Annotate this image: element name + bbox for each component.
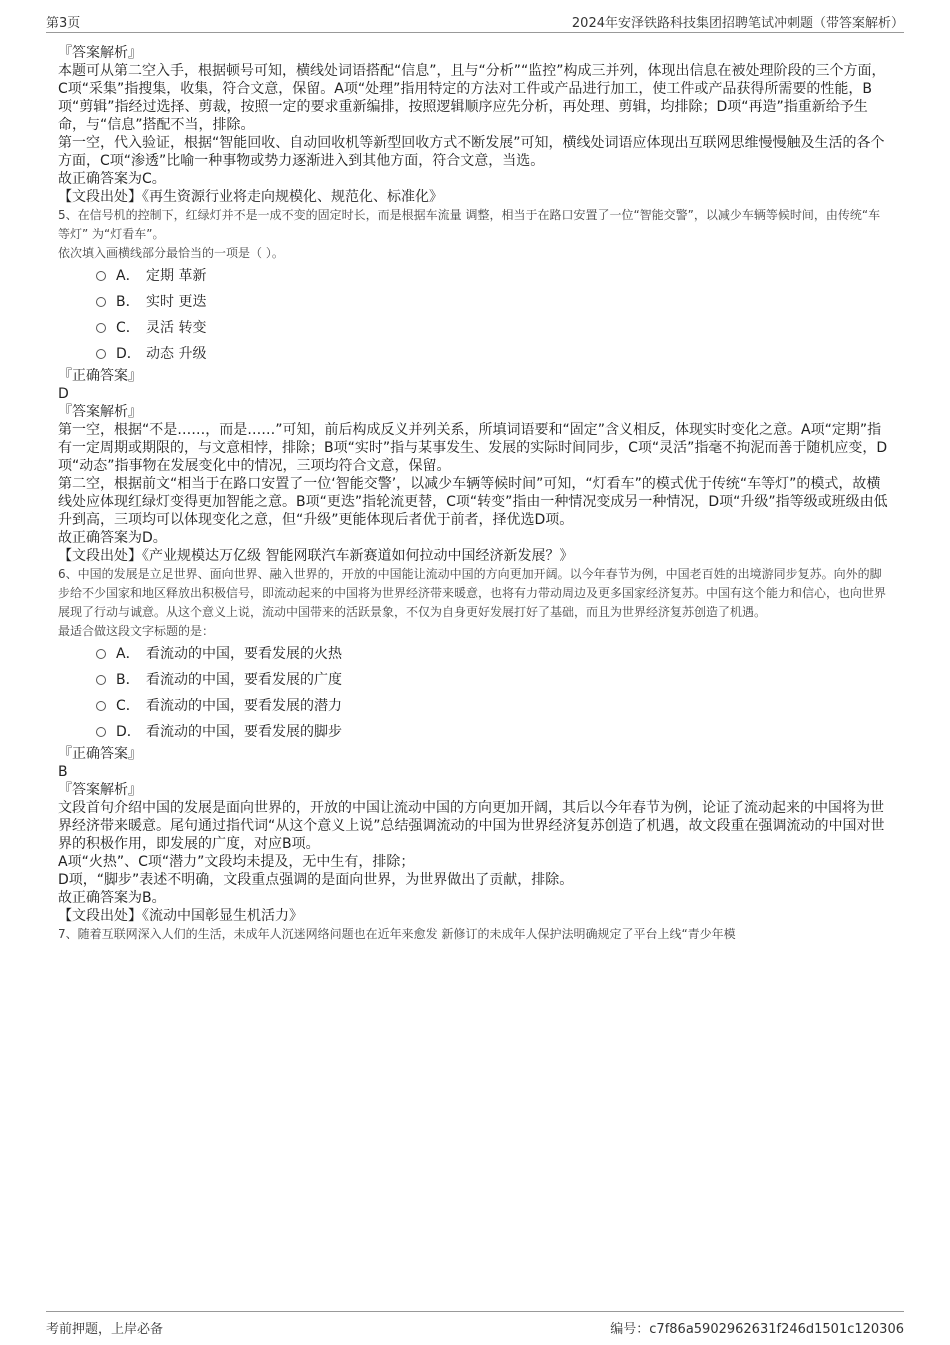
radio-icon[interactable]	[96, 701, 106, 711]
radio-icon[interactable]	[96, 649, 106, 659]
question-6-prompt: 最适合做这段文字标题的是：	[58, 624, 215, 638]
source-citation: 【文段出处】《再生资源行业将走向规模化、规范化、标准化》	[58, 189, 443, 205]
option-b[interactable]: B． 实时 更迭	[96, 289, 888, 315]
analysis-paragraph: 本题可从第二空入手，根据顿号可知，横线处词语搭配“信息”，且与“分析”“监控”构成三并列，体现出信息在被处理阶段的三个方面，C项“采集”指搜集，收集，符合文意，保留。A项“处理”指用特定的方法对工件或产品进行加工，使工件或产品获得所需要的性能，B项“剪辑”指经过选择、剪裁，按照一定的要求重新编排，按照逻辑顺序应先分析，再处理、剪辑，均排除；D项“再造”指重新给予生命，与“信息”搭配不当，排除。	[58, 63, 886, 133]
footer-slogan: 考前押题，上岸必备	[46, 1322, 164, 1337]
option-d[interactable]: D． 看流动的中国，要看发展的脚步	[96, 719, 888, 745]
radio-icon[interactable]	[96, 727, 106, 737]
correct-answer: B	[58, 764, 68, 780]
conclusion: 故正确答案为D。	[58, 530, 167, 546]
conclusion: 故正确答案为C。	[58, 171, 166, 187]
source-citation: 【文段出处】《产业规模达万亿级 智能网联汽车新赛道如何拉动中国经济新发展？》	[58, 548, 574, 564]
option-d[interactable]: D． 动态 升级	[96, 341, 888, 367]
document-body	[58, 44, 888, 1296]
analysis-paragraph: D项，“脚步”表述不明确，文段重点强调的是面向世界，为世界做出了贡献，排除。	[58, 872, 574, 888]
conclusion: 故正确答案为B。	[58, 890, 166, 906]
question-6-options	[96, 641, 888, 745]
option-c[interactable]: C． 看流动的中国，要看发展的潜力	[96, 693, 888, 719]
option-b[interactable]: B． 看流动的中国，要看发展的广度	[96, 667, 888, 693]
option-a[interactable]: A． 定期 革新	[96, 263, 888, 289]
analysis-label: 『答案解析』	[58, 404, 142, 420]
correct-answer-label: 『正确答案』	[58, 746, 142, 762]
radio-icon[interactable]	[96, 349, 106, 359]
option-c[interactable]: C． 灵活 转变	[96, 315, 888, 341]
correct-answer-label: 『正确答案』	[58, 368, 142, 384]
correct-answer: D	[58, 386, 69, 402]
analysis-paragraph: 第一空，代入验证，根据“智能回收、自动回收机等新型回收方式不断发展”可知，横线处词语应体现出互联网思维慢慢触及生活的各个方面，C项“渗透”比喻一种事物或势力逐渐进入到其他方面，符合文意，当选。	[58, 135, 885, 169]
analysis-paragraph: A项“火热”、C项“潜力”文段均未提及，无中生有，排除；	[58, 854, 415, 870]
question-5-prompt: 依次填入画横线部分最恰当的一项是（ ）。	[58, 246, 284, 260]
analysis-label: 『答案解析』	[58, 782, 142, 798]
analysis-paragraph: 文段首句介绍中国的发展是面向世界的，开放的中国让流动中国的方向更加开阔，其后以今年春节为例，论证了流动起来的中国将为世界经济带来暖意。尾句通过指代词“从这个意义上说”总结强调流动的中国为世界经济复苏创造了机遇，故文段重在强调流动的中国对世界的积极作用，即发展的广度，对应B项。	[58, 800, 885, 852]
question-5-stem: 5、在信号机的控制下，红绿灯并不是一成不变的固定时长，而是根据车流量 调整，相当于在路口安置了一位“智能交警”，以减少车辆等候时间，由传统“车等灯” 为“灯看车”。	[58, 208, 881, 241]
page-header	[46, 12, 904, 33]
radio-icon[interactable]	[96, 323, 106, 333]
analysis-paragraph: 第一空，根据“不是……，而是……”可知，前后构成反义并列关系，所填词语要和“固定”含义相反，体现实时变化之意。A项“定期”指有一定周期或期限的，与文意相悖，排除；B项“实时”指与某事发生、发展的实际时间同步，C项“灵活”指毫不拘泥而善于随机应变，D项“动态”指事物在发展变化中的情况，三项均符合文意，保留。	[58, 422, 888, 474]
radio-icon[interactable]	[96, 297, 106, 307]
question-5-options	[96, 263, 888, 367]
radio-icon[interactable]	[96, 675, 106, 685]
document-code: 编号：c7f86a5902962631f246d1501c120306	[610, 1322, 904, 1337]
source-citation: 【文段出处】《流动中国彰显生机活力》	[58, 908, 303, 924]
analysis-label: 『答案解析』	[58, 45, 142, 61]
page-footer	[46, 1311, 904, 1338]
option-a[interactable]: A． 看流动的中国，要看发展的火热	[96, 641, 888, 667]
document-title: 2024年安泽铁路科技集团招聘笔试冲刺题（带答案解析）	[571, 16, 904, 31]
question-6-stem: 6、中国的发展是立足世界、面向世界、融入世界的，开放的中国能让流动中国的方向更加开阔。以今年春节为例，中国老百姓的出境游同步复苏。向外的脚步给不少国家和地区释放出积极信号，即流动起来的中国将为世界经济带来暖意，也将有力带动周边及更多国家经济复苏。中国有这个能力和信心，也向世界展现了行动与诚意。从这个意义上说，流动中国带来的活跃景象，不仅为自身更好发展打好了基础，而且为世界经济复苏创造了机遇。	[58, 567, 887, 619]
page-number: 第3页	[46, 16, 81, 31]
analysis-paragraph: 第二空，根据前文“相当于在路口安置了一位‘智能交警’，以减少车辆等候时间”可知，“灯看车”的模式优于传统“车等灯”的模式，故横线处应体现红绿灯变得更加智能之意。B项“更迭”指轮流更替，C项“转变”指由一种情况变成另一种情况，D项“升级”指等级或班级由低升到高，三项均可以体现变化之意，但“升级”更能体现后者优于前者，择优选D项。	[58, 476, 888, 528]
question-7-stem: 7、随着互联网深入人们的生活，未成年人沉迷网络问题也在近年来愈发 新修订的未成年人保护法明确规定了平台上线“青少年模	[58, 927, 736, 941]
radio-icon[interactable]	[96, 271, 106, 281]
